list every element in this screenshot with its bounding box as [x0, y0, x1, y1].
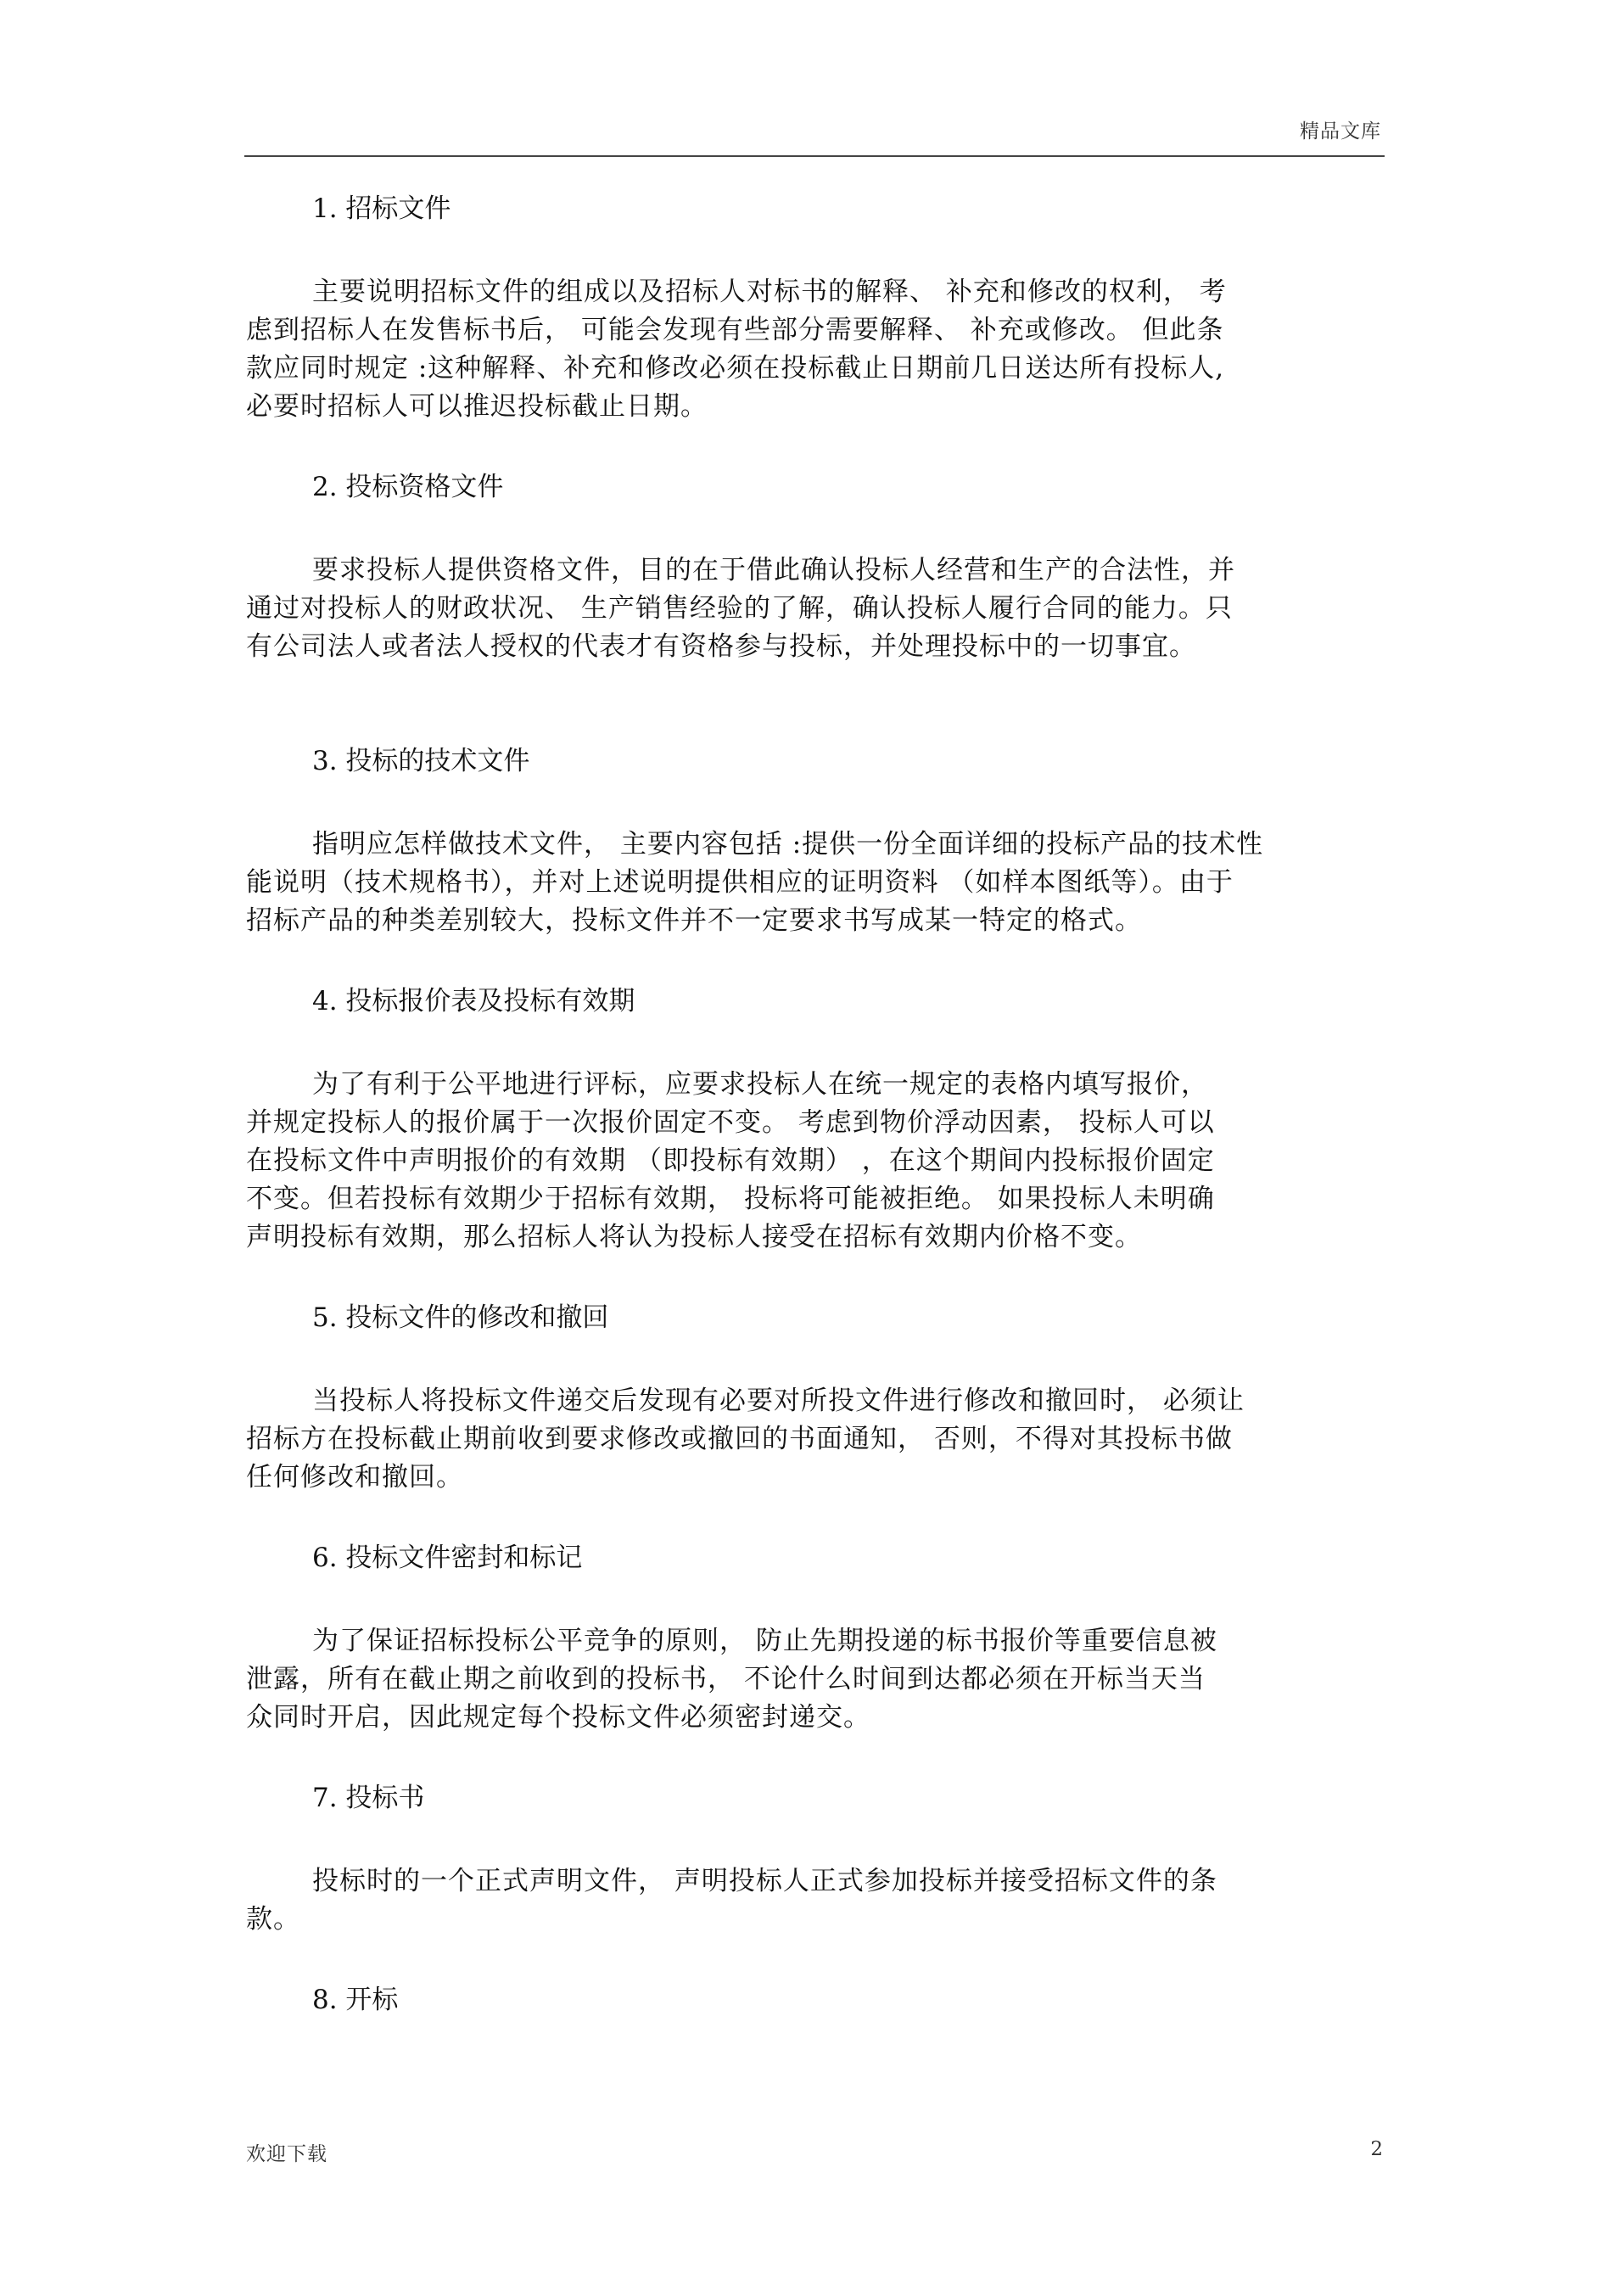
paragraph-line: 有公司法人或者法人授权的代表才有资格参与投标，并处理投标中的一切事宜。	[246, 631, 1196, 662]
paragraph-line: 众同时开启，因此规定每个投标文件必须密封递交。	[246, 1702, 870, 1733]
section-heading-6: 6. 投标文件密封和标记	[312, 1543, 583, 1573]
paragraph-line: 通过对投标人的财政状况、 生产销售经验的了解，确认投标人履行合同的能力。只	[246, 593, 1233, 624]
section-paragraph-1	[246, 273, 1408, 426]
paragraph-line: 招标产品的种类差别较大，投标文件并不一定要求书写成某一特定的格式。	[246, 905, 1142, 936]
section-heading-8: 8. 开标	[312, 1985, 399, 2015]
header-divider	[244, 155, 1385, 157]
paragraph-line: 当投标人将投标文件递交后发现有必要对所投文件进行修改和撤回时， 必须让	[312, 1386, 1245, 1416]
spacer	[246, 707, 1408, 741]
section-paragraph-4	[246, 1066, 1408, 1257]
section-heading-4: 4. 投标报价表及投标有效期	[312, 986, 635, 1016]
paragraph-line: 指明应怎样做技术文件， 主要内容包括 :提供一份全面详细的投标产品的技术性	[312, 829, 1264, 860]
paragraph-line: 泄露，所有在截止期之前收到的投标书， 不论什么时间到达都必须在开标当天当	[246, 1664, 1206, 1694]
paragraph-line: 声明投标有效期，那么招标人将认为投标人接受在招标有效期内价格不变。	[246, 1222, 1142, 1252]
paragraph-line: 款应同时规定 :这种解释、补充和修改必须在投标截止日期前几日送达所有投标人,	[246, 353, 1225, 384]
paragraph-line: 任何修改和撤回。	[246, 1462, 463, 1492]
paragraph-line: 不变。但若投标有效期少于招标有效期， 投标将可能被拒绝。 如果投标人未明确	[246, 1184, 1215, 1214]
paragraph-line: 投标时的一个正式声明文件， 声明投标人正式参加投标并接受招标文件的条	[312, 1866, 1217, 1896]
header-label: 精品文库	[1300, 120, 1381, 143]
footer-label: 欢迎下载	[246, 2143, 327, 2165]
section-paragraph-7	[246, 1862, 1408, 1939]
paragraph-line: 虑到招标人在发售标书后， 可能会发现有些部分需要解释、 补充或修改。 但此条	[246, 315, 1224, 345]
section-heading-3: 3. 投标的技术文件	[312, 746, 530, 776]
section-paragraph-3	[246, 826, 1408, 940]
section-heading-2: 2. 投标资格文件	[312, 472, 504, 502]
section-heading-7: 7. 投标书	[312, 1783, 425, 1813]
paragraph-line: 招标方在投标截止期前收到要求修改或撤回的书面通知， 否则，不得对其投标书做	[246, 1424, 1233, 1454]
section-heading-1: 1. 招标文件	[312, 193, 451, 224]
section-paragraph-5	[246, 1382, 1408, 1497]
paragraph-line: 为了保证招标投标公平竞争的原则， 防止先期投递的标书报价等重要信息被	[312, 1626, 1217, 1656]
document-body	[246, 188, 1408, 2064]
paragraph-line: 主要说明招标文件的组成以及招标人对标书的解释、 补充和修改的权利， 考	[312, 277, 1227, 307]
section-heading-5: 5. 投标文件的修改和撤回	[312, 1302, 609, 1333]
paragraph-line: 能说明（技术规格书），并对上述说明提供相应的证明资料 （如样本图纸等）。由于	[246, 867, 1234, 898]
section-paragraph-6	[246, 1622, 1408, 1737]
paragraph-line: 要求投标人提供资格文件，目的在于借此确认投标人经营和生产的合法性，并	[312, 555, 1235, 585]
paragraph-line: 并规定投标人的报价属于一次报价固定不变。 考虑到物价浮动因素， 投标人可以	[246, 1107, 1215, 1138]
paragraph-line: 为了有利于公平地进行评标，应要求投标人在统一规定的表格内填写报价，	[312, 1069, 1208, 1100]
paragraph-line: 必要时招标人可以推迟投标截止日期。	[246, 391, 708, 422]
paragraph-line: 在投标文件中声明报价的有效期 （即投标有效期） ，在这个期间内投标报价固定	[246, 1145, 1215, 1176]
section-paragraph-2	[246, 552, 1408, 666]
page-number: 2	[1370, 2138, 1383, 2160]
paragraph-line: 款。	[246, 1904, 300, 1935]
